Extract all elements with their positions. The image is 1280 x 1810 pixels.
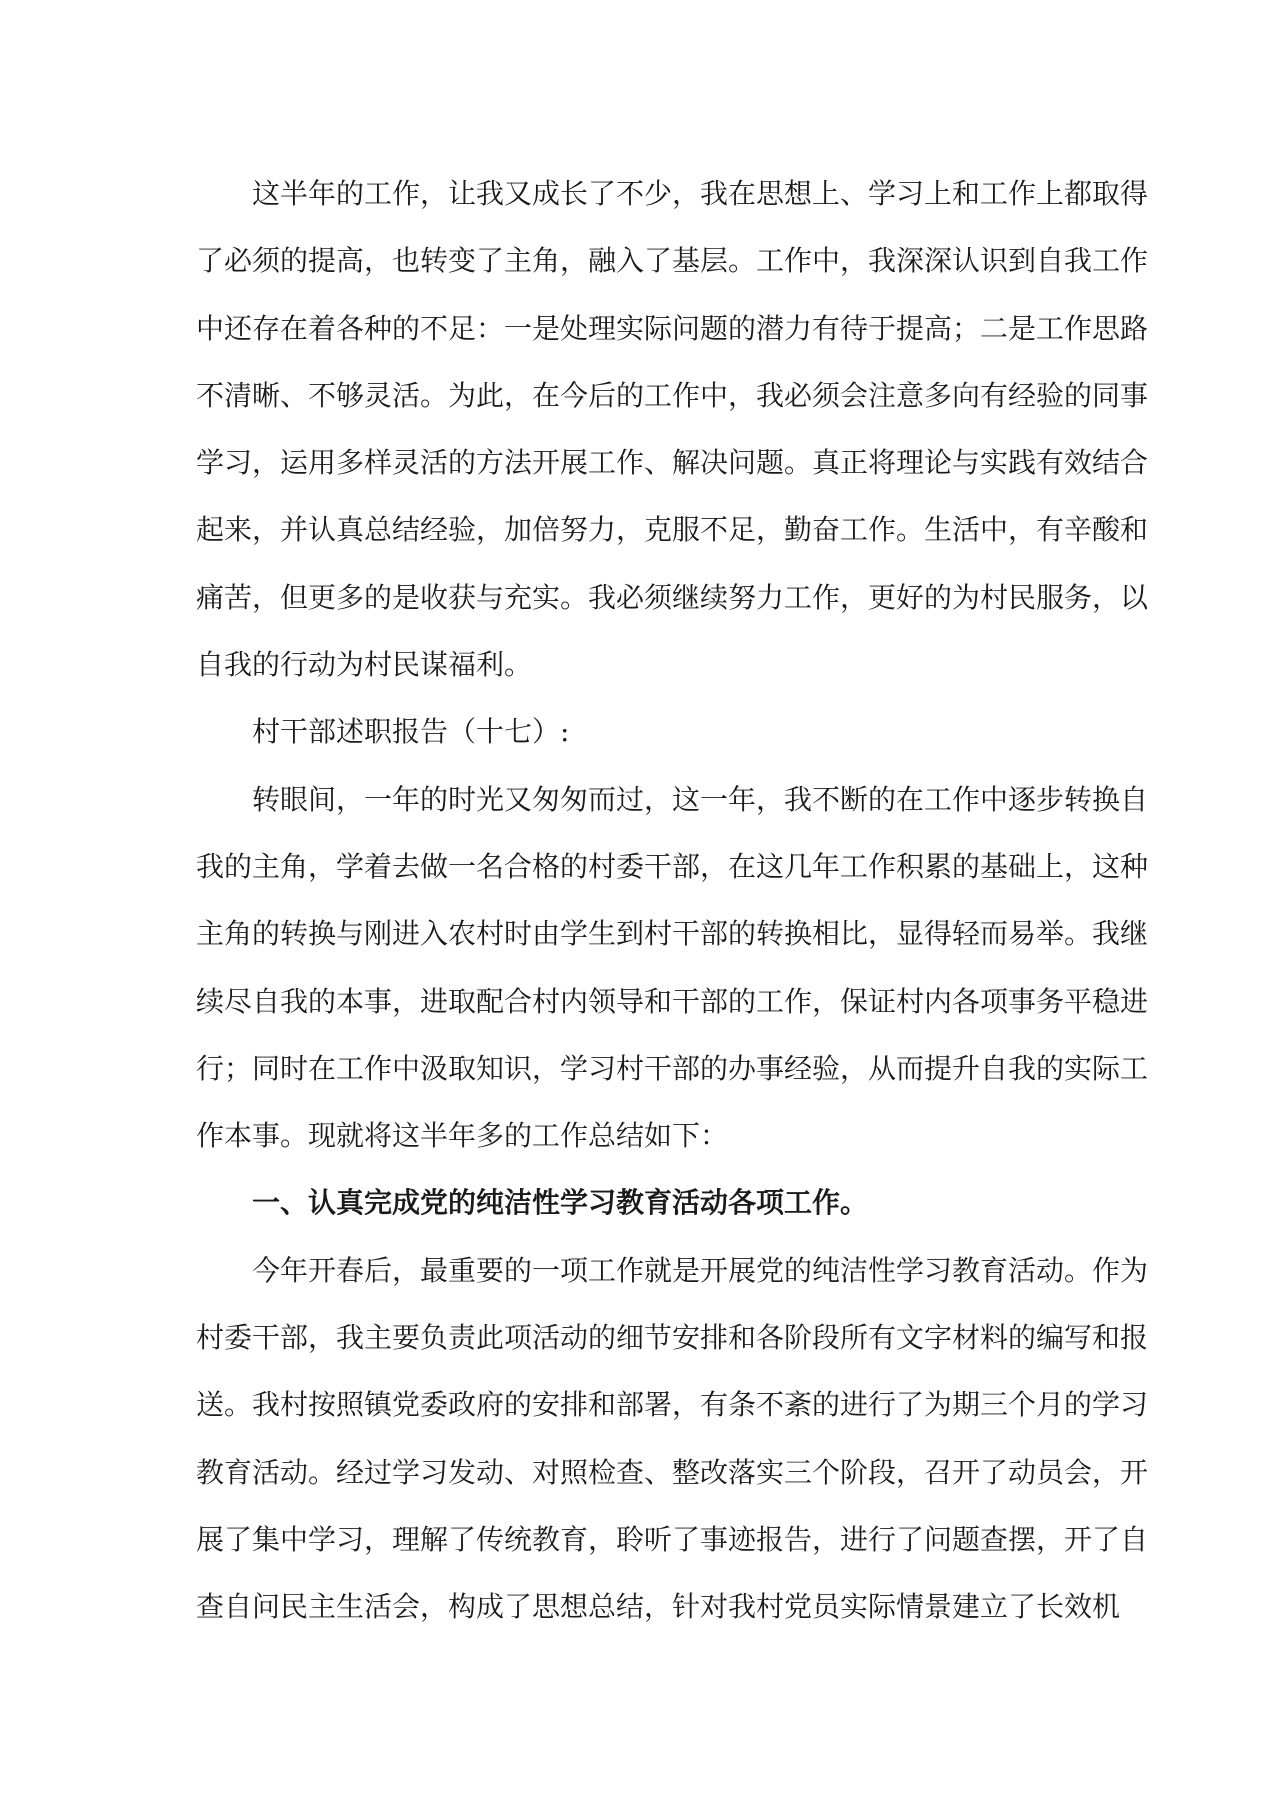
text-line: 行；同时在工作中汲取知识，学习村干部的办事经验，从而提升自我的实际工 [196, 1051, 1149, 1085]
text-line: 今年开春后，最重要的一项工作就是开展党的纯洁性学习教育活动。作为 [252, 1253, 1149, 1287]
text-line: 村委干部，我主要负责此项活动的细节安排和各阶段所有文字材料的编写和报 [196, 1321, 1149, 1355]
paragraph-3 [196, 1237, 1149, 1641]
heading-1: 一、认真完成党的纯洁性学习教育活动各项工作。 [252, 1186, 869, 1220]
text-line: 了必须的提高，也转变了主角，融入了基层。工作中，我深深认识到自我工作 [196, 244, 1149, 278]
text-line: 转眼间，一年的时光又匆匆而过，这一年，我不断的在工作中逐步转换自 [252, 782, 1149, 816]
text-line: 起来，并认真总结经验，加倍努力，克服不足，勤奋工作。生活中，有辛酸和 [196, 513, 1149, 547]
text-line: 学习，运用多样灵活的方法开展工作、解决问题。真正将理论与实践有效结合 [196, 446, 1149, 480]
text-line: 痛苦，但更多的是收获与充实。我必须继续努力工作，更好的为村民服务，以 [196, 580, 1149, 614]
text-line: 自我的行动为村民谋福利。 [196, 648, 533, 682]
section-title: 村干部述职报告（十七）: [252, 715, 570, 749]
text-line: 主角的转换与刚进入农村时由学生到村干部的转换相比，显得轻而易举。我继 [196, 917, 1149, 951]
paragraph-1 [196, 160, 1149, 698]
text-line: 展了集中学习，理解了传统教育，聆听了事迹报告，进行了问题查摆，开了自 [196, 1522, 1149, 1556]
text-line: 这半年的工作，让我又成长了不少，我在思想上、学习上和工作上都取得 [252, 177, 1149, 210]
text-line: 续尽自我的本事，进取配合村内领导和干部的工作，保证村内各项事务平稳进 [196, 984, 1149, 1018]
paragraph-2 [196, 766, 1149, 1170]
text-line: 作本事。现就将这半年多的工作总结如下： [196, 1119, 729, 1153]
text-line: 教育活动。经过学习发动、对照检查、整改落实三个阶段，召开了动员会，开 [196, 1455, 1149, 1489]
text-line: 我的主角，学着去做一名合格的村委干部，在这几年工作积累的基础上，这种 [196, 849, 1149, 883]
document-body [196, 160, 1149, 1641]
text-line: 不清晰、不够灵活。为此，在今后的工作中，我必须会注意多向有经验的同事 [196, 378, 1149, 412]
text-line: 中还存在着各种的不足：一是处理实际问题的潜力有待于提高；二是工作思路 [196, 311, 1149, 345]
text-line: 查自问民主生活会，构成了思想总结，针对我村党员实际情景建立了长效机 [196, 1590, 1121, 1624]
text-line: 送。我村按照镇党委政府的安排和部署，有条不紊的进行了为期三个月的学习 [196, 1388, 1149, 1422]
